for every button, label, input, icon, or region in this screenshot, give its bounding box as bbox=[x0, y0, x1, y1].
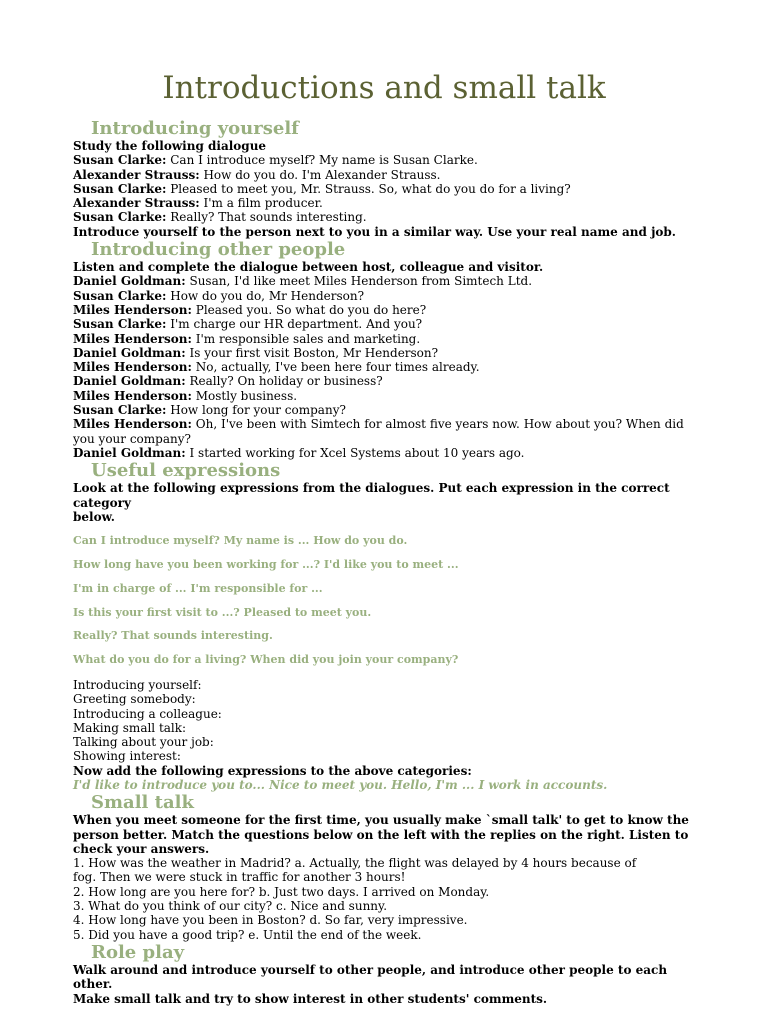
page-title: Introductions and small talk bbox=[162, 70, 606, 106]
instruction-line: Make small talk and try to show interest in other students' comments. bbox=[73, 991, 548, 1006]
utterance: Really? That sounds interesting. bbox=[166, 210, 367, 225]
speaker: Susan Clarke: bbox=[73, 317, 167, 332]
category-item: Introducing yourself: bbox=[73, 677, 202, 692]
expression-item: Is this your first visit to ...? Pleased to meet you. bbox=[73, 605, 372, 619]
matching-item: 1. How was the weather in Madrid? a. Actually, the flight was delayed by 4 hours because of bbox=[73, 856, 637, 871]
matching-item: fog. Then we were stuck in traffic for another 3 hours! bbox=[73, 870, 406, 885]
dialogue-line bbox=[73, 196, 698, 210]
utterance: How do you do, Mr Henderson? bbox=[166, 288, 365, 303]
speaker: Miles Henderson: bbox=[73, 417, 192, 432]
matching-list bbox=[73, 856, 698, 942]
category-item: Showing interest: bbox=[73, 749, 181, 764]
utterance: I'm responsible sales and marketing. bbox=[191, 331, 421, 346]
expression-item: Really? That sounds interesting. bbox=[73, 629, 273, 643]
speaker: Miles Henderson: bbox=[73, 331, 192, 346]
add-expressions: I'd like to introduce you to... Nice to meet you. Hello, I'm ... I work in accounts. bbox=[73, 777, 608, 792]
document-content bbox=[73, 118, 698, 1006]
utterance: Oh, I've been with Simtech for almost five years now. How about you? When did you your company? bbox=[73, 417, 684, 446]
utterance: Mostly business. bbox=[191, 388, 298, 403]
utterance: How do you do. I'm Alexander Strauss. bbox=[199, 167, 441, 182]
expression-item: How long have you been working for ...? I'd like you to meet ... bbox=[73, 557, 459, 571]
dialogue-line bbox=[73, 153, 698, 167]
category-item: Making small talk: bbox=[73, 720, 187, 735]
utterance: Is your first visit Boston, Mr Henderson? bbox=[185, 345, 439, 360]
speaker: Daniel Goldman: bbox=[73, 445, 186, 460]
speaker: Miles Henderson: bbox=[73, 302, 192, 317]
instruction-line: category bbox=[73, 495, 131, 510]
utterance: I'm charge our HR department. And you? bbox=[166, 317, 423, 332]
speaker: Susan Clarke: bbox=[73, 153, 167, 168]
speaker: Daniel Goldman: bbox=[73, 274, 186, 289]
speaker: Susan Clarke: bbox=[73, 403, 167, 418]
dialogue-line bbox=[73, 346, 698, 360]
dialogue-line bbox=[73, 168, 698, 182]
speaker: Susan Clarke: bbox=[73, 288, 167, 303]
add-instruction: Now add the following expressions to the above categories: bbox=[73, 763, 472, 778]
category-list bbox=[73, 678, 698, 764]
utterance: How long for your company? bbox=[166, 403, 346, 418]
utterance: Pleased you. So what do you do here? bbox=[191, 302, 427, 317]
speaker: Susan Clarke: bbox=[73, 181, 167, 196]
speaker: Miles Henderson: bbox=[73, 360, 192, 375]
speaker: Alexander Strauss: bbox=[73, 196, 200, 211]
dialogue-line bbox=[73, 182, 698, 196]
utterance: Really? On holiday or business? bbox=[185, 374, 383, 389]
category-item: Talking about your job: bbox=[73, 735, 214, 750]
utterance: Pleased to meet you, Mr. Strauss. So, what do you do for a living? bbox=[166, 181, 571, 196]
speaker: Susan Clarke: bbox=[73, 210, 167, 225]
matching-item: 5. Did you have a good trip? e. Until the end of the week. bbox=[73, 927, 422, 942]
instruction-line: person better. Match the questions below on the left with the replies on the right. Listen to bbox=[73, 827, 689, 842]
matching-item: 2. How long are you here for? b. Just two days. I arrived on Monday. bbox=[73, 884, 490, 899]
instruction-line: Look at the following expressions from the dialogues. Put each expression in the correct bbox=[73, 481, 670, 496]
dialogue-line bbox=[73, 360, 698, 374]
heading-useful-expressions: Useful expressions bbox=[91, 460, 281, 482]
task-instruction: Introduce yourself to the person next to you in a similar way. Use your real name and job. bbox=[73, 224, 676, 239]
heading-role-play: Role play bbox=[91, 941, 185, 963]
utterance: I started working for Xcel Systems about 10 years ago. bbox=[185, 445, 525, 460]
expression-item: I'm in charge of ... I'm responsible for ... bbox=[73, 581, 323, 595]
utterance: No, actually, I've been here four times already. bbox=[191, 360, 480, 375]
utterance: Susan, I'd like meet Miles Henderson from Simtech Ltd. bbox=[185, 274, 533, 289]
instruction-line: Walk around and introduce yourself to other people, and introduce other people to each other. bbox=[73, 962, 668, 992]
dialogue-introducing-others bbox=[73, 274, 698, 460]
dialogue-line bbox=[73, 210, 698, 224]
speaker: Alexander Strauss: bbox=[73, 167, 200, 182]
instruction-line: check your answers. bbox=[73, 841, 210, 856]
dialogue-line bbox=[73, 374, 698, 388]
dialogue-line bbox=[73, 403, 698, 417]
utterance: I'm a film producer. bbox=[199, 196, 323, 211]
instruction-line: When you meet someone for the first time, you usually make `small talk' to get to know the bbox=[73, 813, 689, 828]
dialogue-line bbox=[73, 317, 698, 331]
dialogue-line bbox=[73, 274, 698, 288]
expression-list bbox=[73, 535, 698, 667]
dialogue-line bbox=[73, 303, 698, 317]
dialogue-line bbox=[73, 332, 698, 346]
category-item: Introducing a colleague: bbox=[73, 706, 222, 721]
heading-introducing-other-people: Introducing other people bbox=[91, 239, 346, 261]
speaker: Daniel Goldman: bbox=[73, 374, 186, 389]
speaker: Daniel Goldman: bbox=[73, 345, 186, 360]
dialogue-line bbox=[73, 289, 698, 303]
instruction-line: below. bbox=[73, 509, 115, 524]
category-item: Greeting somebody: bbox=[73, 692, 196, 707]
matching-item: 3. What do you think of our city? c. Nice and sunny. bbox=[73, 899, 388, 914]
expression-item: Can I introduce myself? My name is ... How do you do. bbox=[73, 534, 408, 548]
matching-item: 4. How long have you been in Boston? d. So far, very impressive. bbox=[73, 913, 468, 928]
dialogue-line bbox=[73, 446, 698, 460]
dialogue-line bbox=[73, 389, 698, 403]
heading-small-talk: Small talk bbox=[91, 792, 194, 814]
dialogue-line bbox=[73, 417, 698, 446]
heading-introducing-yourself: Introducing yourself bbox=[91, 118, 299, 139]
speaker: Miles Henderson: bbox=[73, 388, 192, 403]
instruction: Listen and complete the dialogue between host, colleague and visitor. bbox=[73, 260, 544, 275]
utterance: Can I introduce myself? My name is Susan Clarke. bbox=[166, 153, 478, 168]
expression-item: What do you do for a living? When did you join your company? bbox=[73, 653, 459, 667]
dialogue-introducing-yourself bbox=[73, 153, 698, 224]
instruction: Study the following dialogue bbox=[73, 139, 267, 153]
